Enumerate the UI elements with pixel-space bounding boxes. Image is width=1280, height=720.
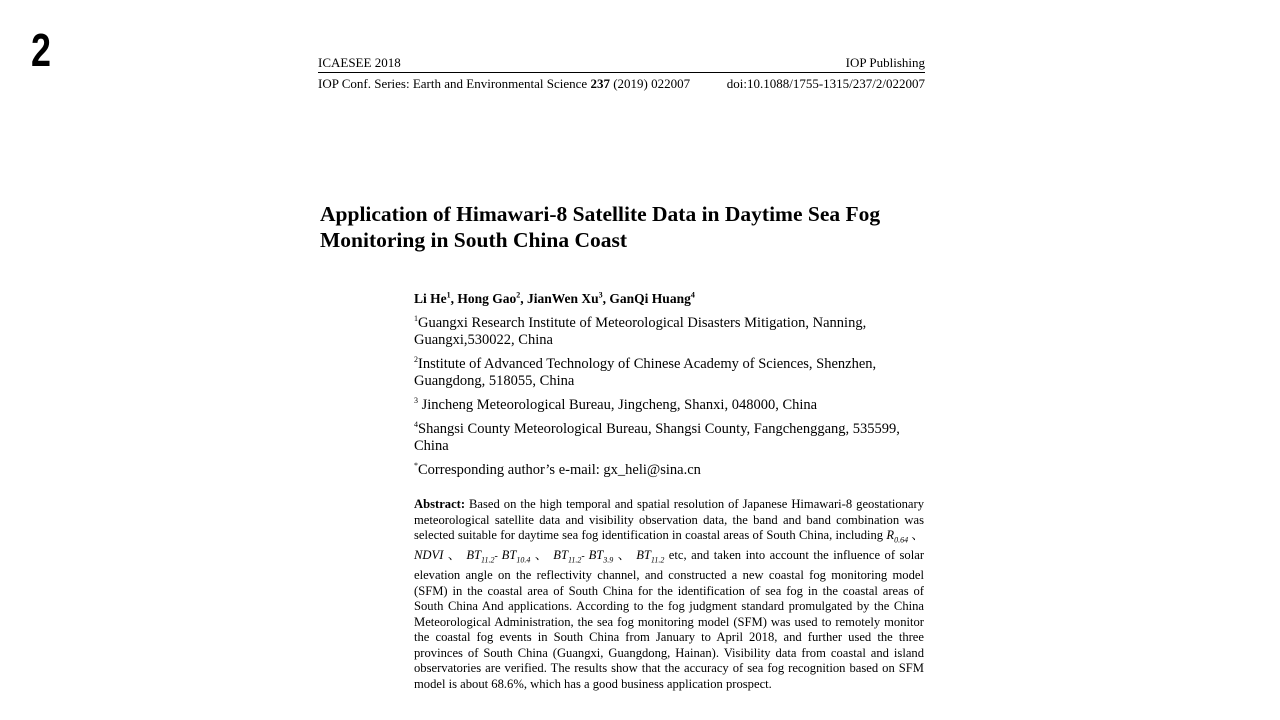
affiliation — [414, 356, 924, 390]
series-prefix: IOP Conf. Series: Earth and Environmental Science — [318, 76, 591, 91]
symbol-subscript: 3.9 — [603, 555, 614, 565]
symbol-subscript: 11.2 — [567, 555, 582, 565]
affiliation-mark: 4 — [414, 420, 418, 430]
author: Li He — [414, 291, 447, 306]
affiliation-mark: 3 — [414, 396, 418, 406]
symbol-bt-single — [636, 548, 665, 565]
symbol-dash: - — [494, 551, 502, 563]
affiliation-mark: 2 — [414, 355, 418, 365]
paper-title — [320, 201, 940, 253]
author: JianWen Xu — [527, 291, 599, 306]
symbol-r064 — [886, 528, 909, 545]
corresponding-mark: * — [414, 461, 418, 471]
author-affiliation-mark: 4 — [690, 290, 695, 300]
series-citation — [318, 76, 690, 92]
affiliation-mark: 1 — [414, 314, 418, 324]
symbol-r-subscript: 0.64 — [894, 535, 909, 545]
abstract-label: Abstract: — [414, 497, 466, 511]
author-affiliation-mark: 2 — [516, 290, 521, 300]
page-number: 2 — [31, 24, 51, 76]
symbol-separator: 、 — [908, 528, 924, 542]
publisher-name: IOP Publishing — [845, 55, 925, 70]
author-separator: , — [450, 291, 458, 306]
author: Hong Gao — [457, 291, 517, 306]
author: GanQi Huang — [609, 291, 691, 306]
author-list — [414, 290, 695, 307]
affiliation — [414, 421, 924, 455]
symbol-r: R — [886, 528, 895, 542]
symbol-bt: BT — [501, 548, 517, 563]
symbol-bt: BT — [588, 548, 604, 563]
corresponding-email[interactable]: Corresponding author’s e-mail: gx_heli@sina.cn — [418, 462, 701, 478]
symbol-separator: 、 — [530, 548, 554, 563]
symbol-bt: BT — [636, 548, 651, 563]
doi-link[interactable]: doi:10.1088/1755-1315/237/2/022007 — [726, 76, 925, 91]
affiliation-list — [414, 315, 924, 486]
symbol-bt: BT — [553, 548, 568, 563]
affiliation-text: Jincheng Meteorological Bureau, Jingcheng, Shanxi, 048000, China — [418, 397, 818, 413]
title-line-2: Monitoring in South China Coast — [320, 228, 628, 252]
abstract-text-part1: Based on the high temporal and spatial resolution of Japanese Himawari-8 geostationary meteorological satellite data and visibility observation data, the band and band combination was selected suitable for daytime sea fog identification in coastal areas of South China, including — [414, 497, 924, 542]
affiliation-text: Shangsi County Meteorological Bureau, Shangsi County, Fangchenggang, 535599, China — [414, 421, 900, 454]
symbol-subscript: 11.2 — [650, 555, 665, 565]
symbol-dash: - — [581, 551, 589, 563]
author-separator: , — [520, 291, 528, 306]
abstract-text-part2: etc, and taken into account the influence of solar elevation angle on the reflectivity channel, and constructed a new coastal fog monitoring model (SFM) in the coastal area of South China for the identification of sea fog in the coastal areas of South China And applications. According to the fog judgment standard promulgated by the China Meteorological Administration, the sea fog monitoring model (SFM) was used to remotely monitor the coastal fog events in South China from January to April 2018, and further used the three provinces of South China (Guangxi, Guangdong, Hainan). Visibility data from coastal and island observatories are verified. The results show that the accuracy of sea fog recognition based on SFM model is about 68.6%, which has a good business application prospect. — [414, 548, 925, 691]
conference-name: ICAESEE 2018 — [318, 55, 401, 70]
abstract — [414, 497, 924, 692]
symbol-bt: BT — [466, 548, 482, 563]
affiliation — [414, 315, 924, 349]
author-separator: , — [602, 291, 610, 306]
title-line-1: Application of Himawari-8 Satellite Data in Daytime Sea Fog — [320, 202, 881, 226]
symbol-subscript: 11.2 — [481, 555, 495, 565]
running-header — [318, 55, 925, 92]
symbol-separator: 、 — [613, 548, 637, 563]
corresponding-author — [414, 462, 924, 479]
symbol-separator: 、 — [443, 548, 467, 563]
series-suffix: (2019) 022007 — [609, 76, 691, 91]
symbol-ndvi: NDVI — [414, 548, 444, 563]
author-affiliation-mark: 1 — [446, 290, 451, 300]
affiliation-text: Guangxi Research Institute of Meteorological Disasters Mitigation, Nanning, Guangxi,530022, China — [414, 315, 867, 348]
volume-number: 237 — [590, 76, 610, 91]
affiliation-text: Institute of Advanced Technology of Chinese Academy of Sciences, Shenzhen, Guangdong, 518055, China — [414, 356, 877, 389]
author-affiliation-mark: 3 — [598, 290, 603, 300]
symbol-bt-diff-2 — [553, 548, 614, 565]
affiliation — [414, 397, 924, 414]
symbol-bt-diff-1 — [466, 548, 531, 565]
symbol-subscript: 10.4 — [516, 555, 531, 565]
